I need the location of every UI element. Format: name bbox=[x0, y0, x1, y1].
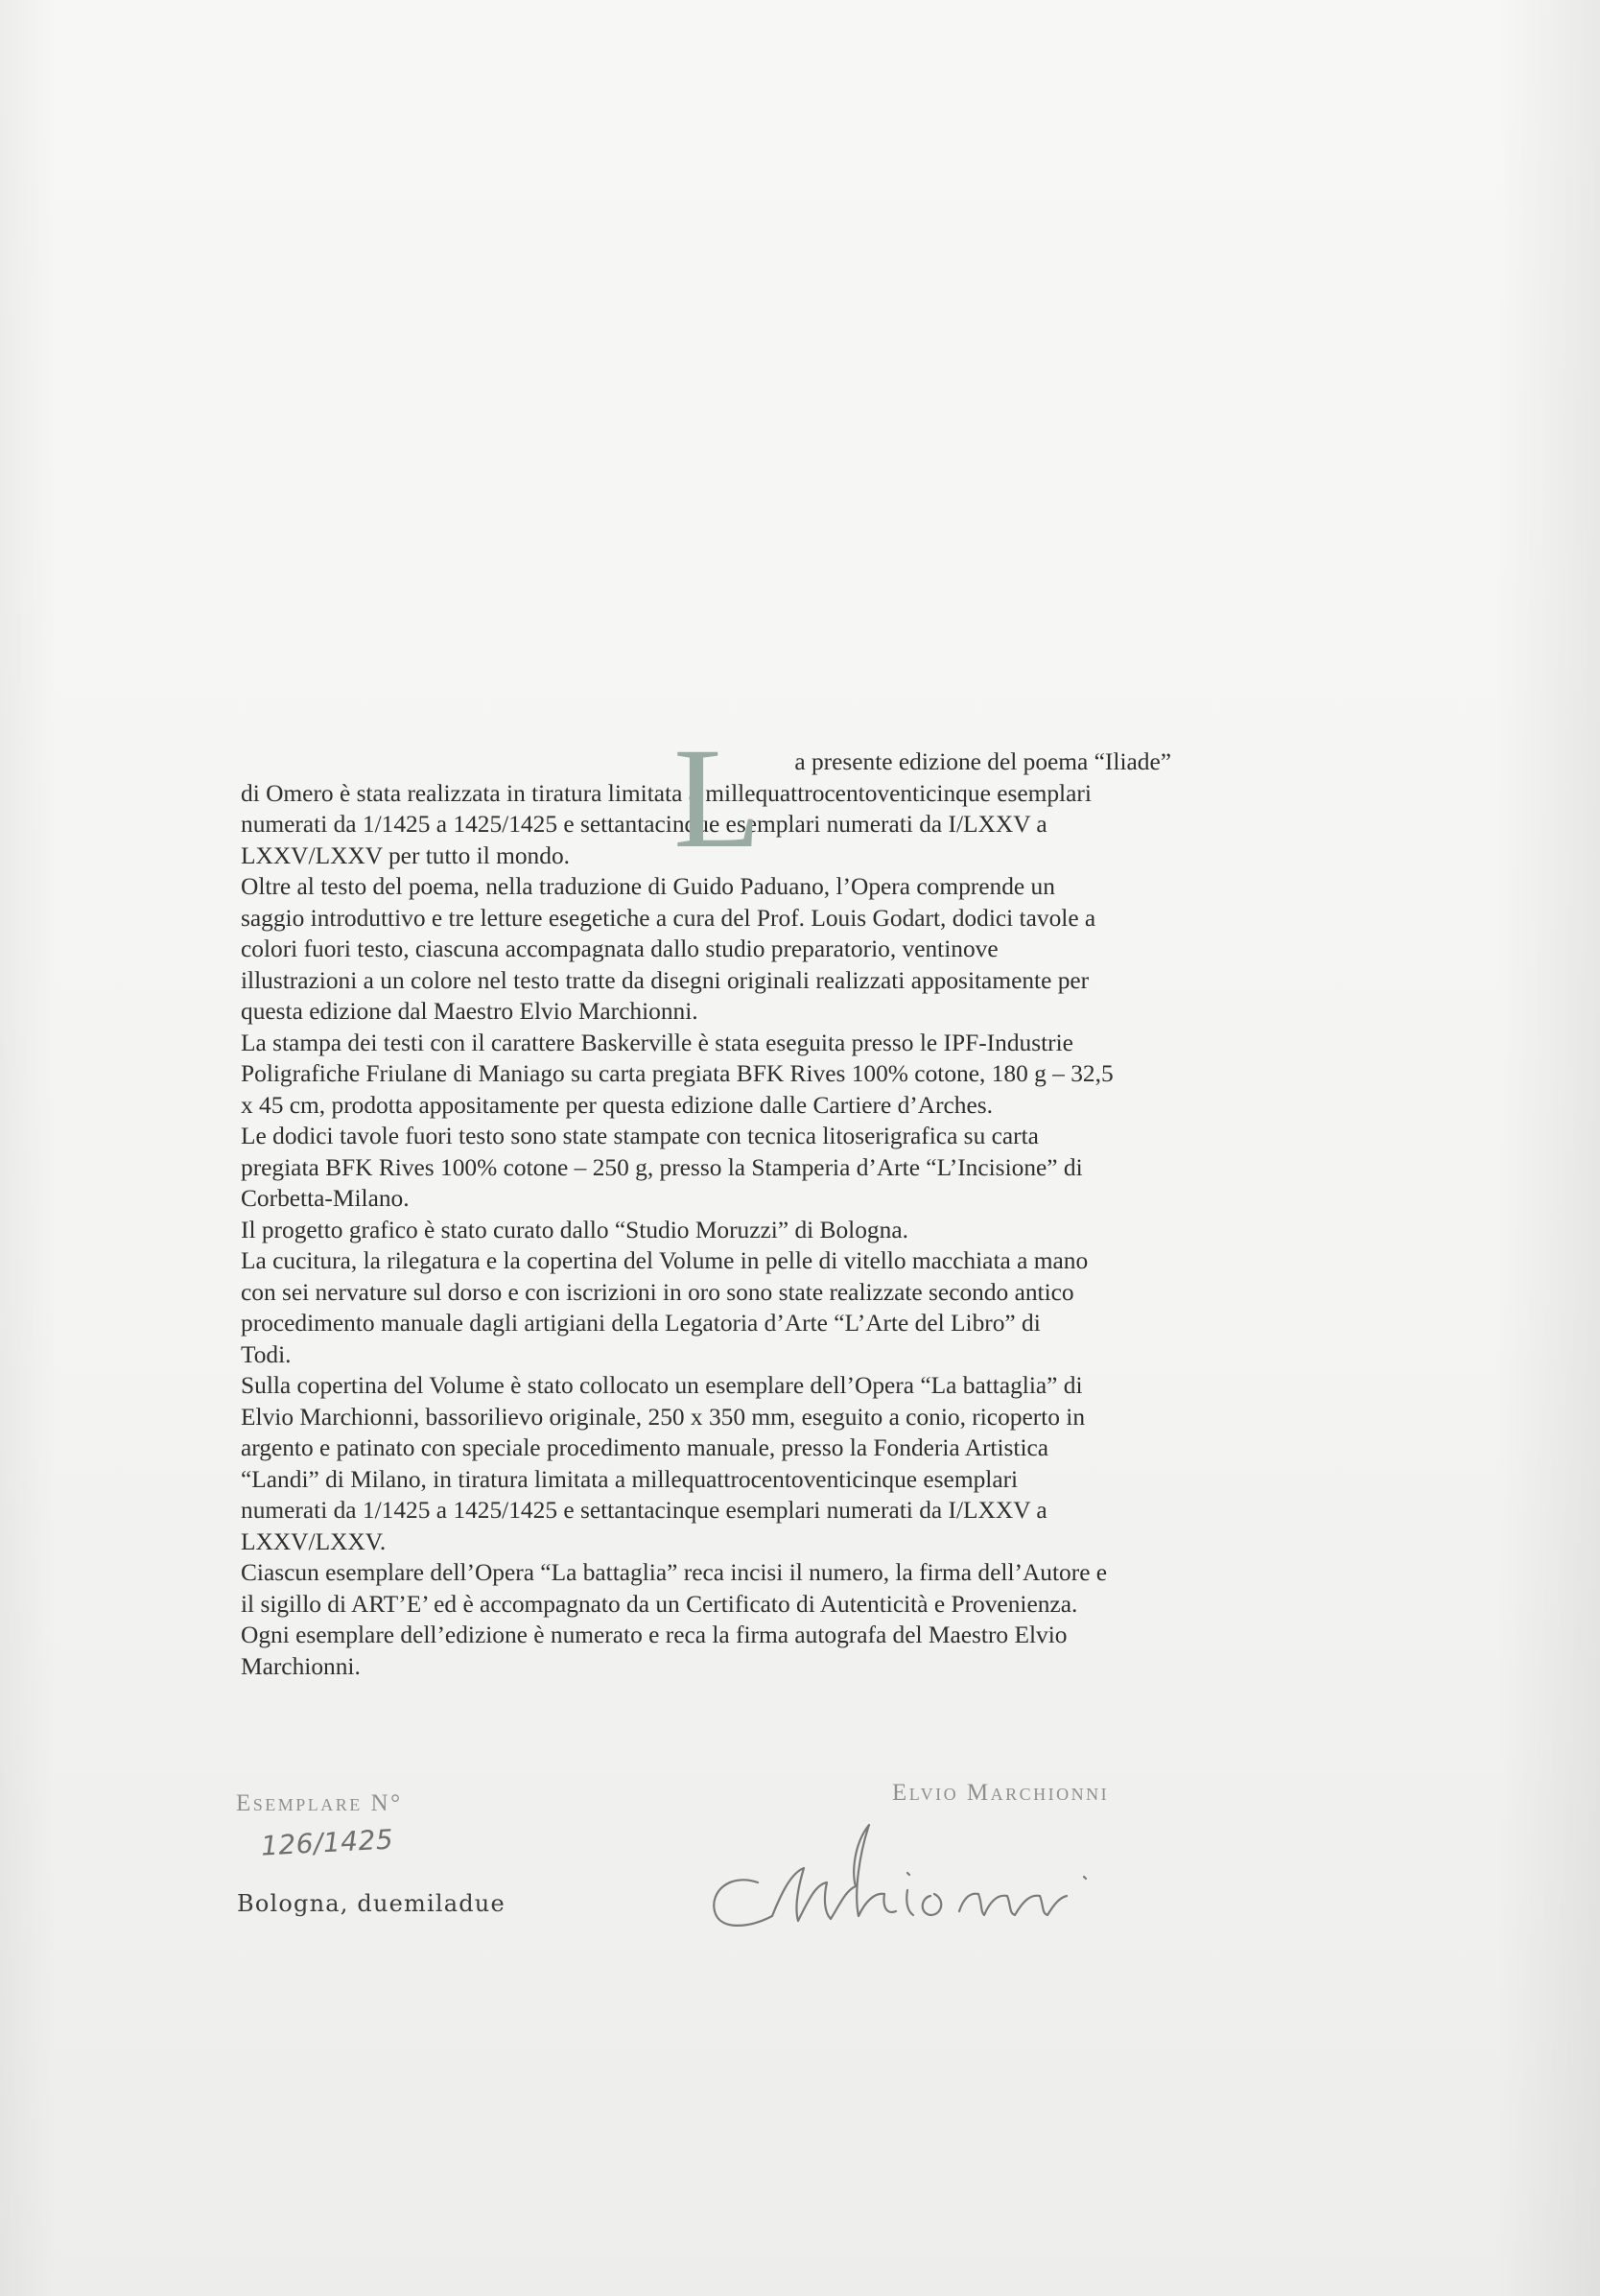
paragraph bbox=[241, 1557, 1171, 1620]
text-line: LXXV/LXXV. bbox=[241, 1527, 387, 1555]
text-line: Ogni esemplare dell’edizione è numerato e reca la firma autografa del Maestro Elvio bbox=[241, 1621, 1068, 1648]
text-line: Le dodici tavole fuori testo sono state stampate con tecnica litoserigrafica su carta bbox=[241, 1123, 1039, 1149]
text-line: con sei nervature sul dorso e con iscrizioni in oro sono state realizzate secondo antico bbox=[241, 1278, 1074, 1306]
place-date: Bologna, duemiladue bbox=[237, 1890, 506, 1917]
author-label: Elvio Marchionni bbox=[892, 1780, 1110, 1806]
text-line: Poligrafiche Friulane di Maniago su carta pregiata BFK Rives 100% cotone, 180 g – 32,5 bbox=[241, 1060, 1114, 1087]
paragraph bbox=[241, 871, 1171, 1028]
paragraph bbox=[241, 1245, 1171, 1370]
paragraph bbox=[241, 1620, 1171, 1682]
text-line: x 45 cm, prodotta appositamente per questa edizione dalle Cartiere d’Arches. bbox=[241, 1091, 993, 1119]
text-line: Sulla copertina del Volume è stato collocato un esemplare dell’Opera “La battaglia” di bbox=[241, 1372, 1083, 1399]
text-line: questa edizione dal Maestro Elvio Marchionni. bbox=[241, 998, 698, 1025]
text-line: illustrazioni a un colore nel testo tratte da disegni originali realizzati appositamente per bbox=[241, 966, 1090, 994]
text-line: “Landi” di Milano, in tiratura limitata a millequattrocentoventicinque esemplari bbox=[241, 1465, 1019, 1493]
text-line: argento e patinato con speciale procedimento manuale, presso la Fonderia Artistica bbox=[241, 1434, 1049, 1461]
text-line: colori fuori testo, ciascuna accompagnata dallo studio preparatorio, ventinove bbox=[241, 935, 999, 962]
opening-line: a presente edizione del poema “Iliade” bbox=[794, 748, 1171, 775]
text-line: numerati da 1/1425 a 1425/1425 e settantacinque esemplari numerati da I/LXXV a bbox=[241, 811, 1047, 838]
text-line: saggio introduttivo e tre letture esegetiche a cura del Prof. Louis Godart, dodici tavole a bbox=[241, 904, 1096, 932]
paragraph bbox=[241, 1028, 1171, 1122]
text-line: pregiata BFK Rives 100% cotone – 250 g, presso la Stamperia d’Arte “L’Incisione” di bbox=[241, 1153, 1083, 1181]
text-line: Corbetta-Milano. bbox=[241, 1185, 410, 1212]
text-line: di Omero è stata realizzata in tiratura limitata a millequattrocentoventicinque esemplari bbox=[241, 779, 1092, 807]
paragraph bbox=[241, 1370, 1171, 1557]
text-line: numerati da 1/1425 a 1425/1425 e settantacinque esemplari numerati da I/LXXV a bbox=[241, 1497, 1047, 1524]
signature-icon bbox=[691, 1815, 1189, 1950]
text-line: Todi. bbox=[241, 1340, 292, 1368]
text-line: Oltre al testo del poema, nella traduzione di Guido Paduano, l’Opera comprende un bbox=[241, 873, 1055, 900]
text-line: il sigillo di ART’E’ ed è accompagnato da un Certificato di Autenticità e Provenienza. bbox=[241, 1590, 1078, 1618]
paragraph bbox=[241, 1121, 1171, 1215]
drop-cap: L bbox=[673, 719, 762, 878]
paragraph bbox=[241, 1215, 1171, 1246]
text-line: Elvio Marchionni, bassorilievo originale, 250 x 350 mm, eseguito a conio, ricoperto in bbox=[241, 1403, 1086, 1431]
text-line: procedimento manuale dagli artigiani della Legatoria d’Arte “L’Arte del Libro” di bbox=[241, 1310, 1041, 1337]
text-line: La cucitura, la rilegatura e la copertina del Volume in pelle di vitello macchiata a mano bbox=[241, 1247, 1089, 1274]
text-line: Marchionni. bbox=[241, 1652, 361, 1680]
paragraphs bbox=[241, 778, 1171, 1683]
text-line: Ciascun esemplare dell’Opera “La battaglia” reca incisi il numero, la firma dell’Autore e bbox=[241, 1559, 1108, 1586]
text-line: La stampa dei testi con il carattere Baskerville è stata eseguita presso le IPF-Industrie bbox=[241, 1029, 1073, 1056]
edition-label: Esemplare N° bbox=[236, 1790, 403, 1816]
text-line: Il progetto grafico è stato curato dallo “Studio Moruzzi” di Bologna. bbox=[241, 1216, 908, 1243]
colophon-text-block bbox=[241, 660, 1171, 1682]
edition-number: 126/1425 bbox=[260, 1823, 394, 1862]
text-line: LXXV/LXXV per tutto il mondo. bbox=[241, 841, 570, 869]
